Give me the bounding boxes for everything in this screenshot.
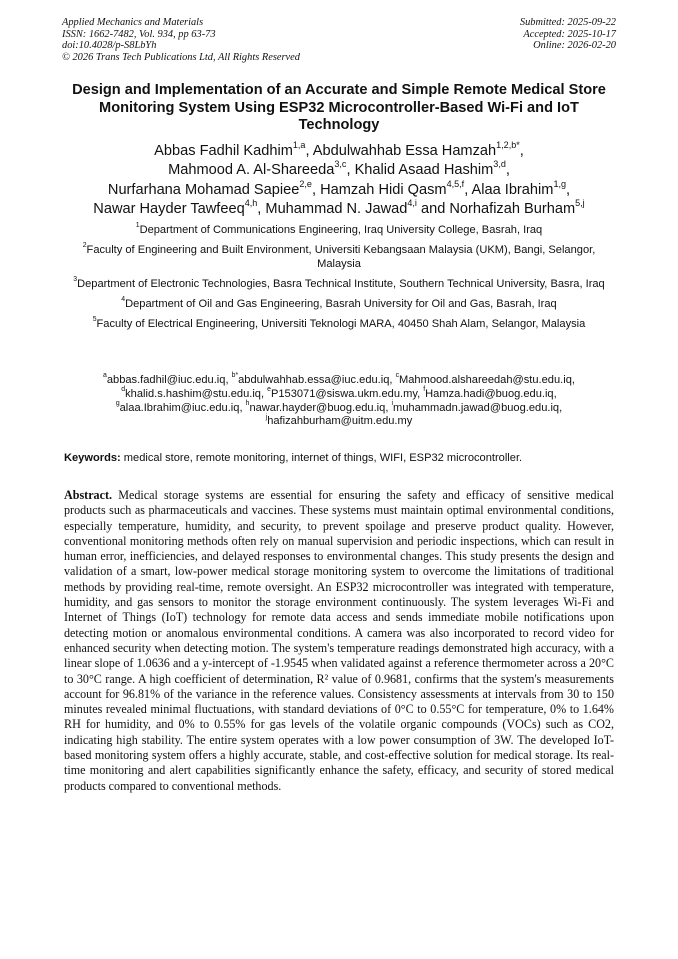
author: Muhammad N. Jawad$^{4,i}$ and bbox=[265, 198, 450, 218]
paper-title: Design and Implementation of an Accurate and Simple Remote Medical Store Monitoring System Using ESP32 Microcontroller-Based Wi-Fi and IoT Technology bbox=[72, 82, 606, 134]
email: $^g$alaa.Ibrahim@iuc.edu.iq, bbox=[115, 399, 246, 414]
affiliation: $^4$Department of Oil and Gas Engineering, Basrah University for Oil and Gas, Basrah, Iraq bbox=[121, 296, 557, 310]
email: $^d$khalid.s.hashim@stu.edu.iq, bbox=[121, 386, 268, 400]
affiliation: $^5$Faculty of Electrical Engineering, Universiti Teknologi MARA, 40450 Shah Alam, Selangor, Malaysia bbox=[92, 316, 586, 330]
keywords-text: medical store, remote monitoring, internet of things, WIFI, ESP32 microcontroller. bbox=[120, 452, 523, 464]
author: Hamzah Hidi Qasm$^{4,5,f}$, bbox=[320, 178, 472, 198]
email-list bbox=[58, 374, 620, 429]
affiliation: $^1$Department of Communications Engineering, Iraq University College, Basrah, Iraq bbox=[135, 222, 543, 236]
abstract bbox=[64, 488, 614, 794]
author-list bbox=[50, 139, 628, 220]
email: $^c$Mahmood.alshareedah@stu.edu.iq, bbox=[395, 372, 575, 386]
author: Mahmood A. Al-Shareeda$^{3,c}$, bbox=[168, 159, 355, 179]
author: Nawar Hayder Tawfeeq$^{4,h}$, bbox=[93, 198, 266, 218]
email: $^h$nawar.hayder@buog.edu.iq, bbox=[245, 399, 392, 414]
journal-name: Applied Mechanics and Materials bbox=[62, 17, 204, 28]
author: Abbas Fadhil Kadhim$^{1,a}$, bbox=[154, 139, 313, 159]
author: Nurfarhana Mohamad Sapiee$^{2,e}$, bbox=[107, 178, 321, 198]
keywords bbox=[64, 451, 624, 465]
email: $^i$muhammadn.jawad@buog.edu.iq, bbox=[391, 399, 563, 414]
author: Khalid Asaad Hashim$^{3,d}$, bbox=[354, 159, 510, 179]
affiliation: $^3$Department of Electronic Technologies, Basra Technical Institute, Southern Technical University, Basra, Iraq bbox=[73, 276, 605, 290]
affiliation-list bbox=[64, 223, 614, 337]
author: Abdulwahhab Essa Hamzah$^{1,2,b*}$, bbox=[312, 139, 524, 159]
abstract-label: Abstract. bbox=[64, 488, 113, 502]
accepted-date: Accepted: 2025-10-17 bbox=[523, 28, 616, 40]
copyright: © 2026 Trans Tech Publications Ltd, All Rights Reserved bbox=[62, 51, 300, 63]
header-left bbox=[62, 17, 300, 63]
author: Norhafizah Burham$^{5,j}$ bbox=[449, 198, 585, 218]
author: Alaa Ibrahim$^{1,g}$, bbox=[471, 178, 571, 198]
email: $^{b*}$abdulwahhab.essa@iuc.edu.iq, bbox=[231, 372, 396, 386]
email: $^f$Hamza.hadi@buog.edu.iq, bbox=[423, 386, 557, 400]
abstract-text: Medical storage systems are essential for ensuring the safety and efficacy of sensitive medical products such as pharmaceuticals and vaccines. These systems must maintain optimal environmental conditions, especially temperature, humidity, and security, to prevent spoilage and preserve product quality. However, conventional monitoring methods often rely on manual supervision and periodic inspections, which can result in human error, inefficiencies, and delayed responses to environmental changes. This study presents the design and validation of a smart, low-power medical storage monitoring system to overcome the limitations of traditional methods by providing real-time, remote oversight. An ESP32 microcontroller was integrated with temperature, humidity, and gas sensors to monitor the storage environment continuously. The system leverages Wi-Fi and Internet of Things (IoT) technology for remote data access and sends immediate mobile notifications upon detecting motion or anomalous environmental conditions. A camera was also incorporated to record video for enhanced security when detecting motion. The system's temperature readings demonstrated high accuracy, with a linear slope of 1.0636 and a y-intercept of -1.9545 when validated against a reference thermometer across a 20°C to 30°C range. A high coefficient of determination, R² value of 0.9681, confirms that the system's measurements account for 96.81% of the variance in the reference values. Consistency assessments at intervals from 30 to 150 minutes revealed minimal fluctuations, with standard deviations of 0°C to 0.55°C for temperature, 0% to 1.64% RH for humidity, and 0% to 0.55% for gas levels of the volatile organic compounds (VOCs) such as CO2, indicating high stability. The entire system operates with a low power consumption of 3W. The developed IoT-based monitoring system offers a highly accurate, stable, and cost-effective solution for medical storage. Its real-time monitoring and alert capabilities significantly enhance the safety, efficacy, and security of stored medical products compared to conventional methods. bbox=[64, 488, 614, 793]
email: $^a$abbas.fadhil@iuc.edu.iq, bbox=[103, 372, 232, 386]
doi: doi:10.4028/p-S8LbYh bbox=[62, 40, 157, 52]
affiliation: $^2$Faculty of Engineering and Built Environment, Universiti Kebangsaan Malaysia (UKM), Bangi, Selangor, Malaysia bbox=[82, 242, 596, 270]
keywords-label: Keywords: bbox=[64, 452, 121, 464]
email: $^e$P153071@siswa.ukm.edu.my, bbox=[267, 386, 424, 400]
email: $^j$hafizahburham@uitm.edu.my bbox=[265, 413, 413, 428]
header-right bbox=[520, 17, 616, 52]
online-date: Online: 2026-02-20 bbox=[533, 40, 616, 52]
journal-issn: ISSN: 1662-7482, Vol. 934, pp 63-73 bbox=[62, 28, 216, 40]
submitted-date: Submitted: 2025-09-22 bbox=[519, 17, 616, 28]
